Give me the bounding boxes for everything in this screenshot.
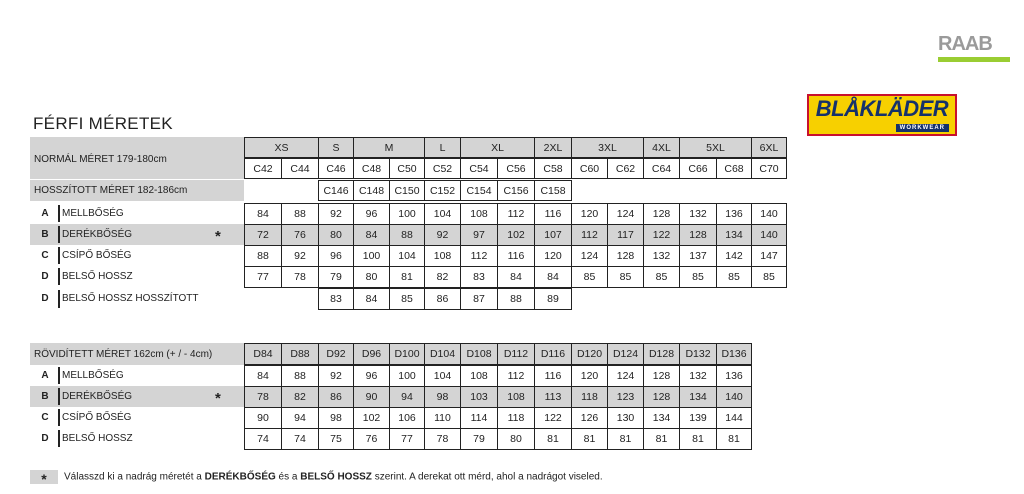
size-value: 85 <box>571 266 608 288</box>
size-value: 117 <box>607 224 644 246</box>
size-code: C46 <box>318 158 354 179</box>
blaklader-logo-text: BLÅKLÄDER <box>815 96 949 121</box>
size-value: 80 <box>318 224 354 246</box>
short-value: 140 <box>716 386 752 408</box>
size-group-header: 3XL <box>571 137 644 158</box>
short-value: 81 <box>534 428 572 450</box>
long-size-value: 86 <box>424 288 461 310</box>
row-divider <box>58 205 60 222</box>
short-size-code: D108 <box>460 343 498 365</box>
row-name: BELSŐ HOSSZ <box>62 433 133 444</box>
size-value: 88 <box>389 224 425 246</box>
row-divider <box>58 430 60 447</box>
size-value: 83 <box>460 266 498 288</box>
row-name: BELSŐ HOSSZ HOSSZÍTOTT <box>62 293 199 304</box>
size-group-header: 5XL <box>679 137 752 158</box>
long-size-value: 87 <box>460 288 498 310</box>
size-group-header: XL <box>460 137 535 158</box>
raab-logo-text: RAAB <box>938 33 992 55</box>
short-value: 96 <box>353 365 390 387</box>
row-star: * <box>215 228 221 245</box>
size-value: 107 <box>534 224 572 246</box>
size-value: 124 <box>607 203 644 225</box>
short-value: 118 <box>571 386 608 408</box>
size-code: C52 <box>424 158 461 179</box>
size-value: 128 <box>607 245 644 267</box>
row-divider <box>58 367 60 384</box>
short-value: 116 <box>534 365 572 387</box>
size-code: C54 <box>460 158 498 179</box>
size-value: 108 <box>460 203 498 225</box>
size-value: 80 <box>353 266 390 288</box>
size-value: 85 <box>607 266 644 288</box>
short-value: 110 <box>424 407 461 429</box>
short-size-code: D84 <box>244 343 282 365</box>
row-divider <box>58 290 60 308</box>
short-size-label: RÖVIDÍTETT MÉRET 162cm (+ / - 4cm) <box>34 348 213 360</box>
size-value: 124 <box>571 245 608 267</box>
row-letter: A <box>41 208 49 219</box>
short-value: 98 <box>318 407 354 429</box>
short-value: 134 <box>679 386 717 408</box>
short-value: 103 <box>460 386 498 408</box>
row-letter: D <box>41 293 49 304</box>
size-value: 92 <box>281 245 319 267</box>
long-size-code: C146 <box>318 180 354 201</box>
row-name: DERÉKBŐSÉG <box>62 391 133 402</box>
blaklader-logo <box>807 94 957 136</box>
blaklader-logo-subtext: WORKWEAR <box>896 124 949 132</box>
size-value: 140 <box>751 203 787 225</box>
size-code: C48 <box>353 158 390 179</box>
short-value: 90 <box>353 386 390 408</box>
normal-size-label: NORMÁL MÉRET 179-180cm <box>34 154 167 165</box>
size-value: 142 <box>716 245 752 267</box>
size-value: 137 <box>679 245 717 267</box>
short-value: 81 <box>643 428 680 450</box>
size-value: 132 <box>679 203 717 225</box>
short-value: 113 <box>534 386 572 408</box>
long-size-code: C158 <box>534 180 572 201</box>
short-size-code: D116 <box>534 343 572 365</box>
size-value: 88 <box>281 203 319 225</box>
short-value: 90 <box>244 407 282 429</box>
size-value: 88 <box>244 245 282 267</box>
row-letter: D <box>41 271 49 282</box>
row-letter: C <box>41 250 49 261</box>
short-value: 75 <box>318 428 354 450</box>
short-value: 108 <box>497 386 535 408</box>
short-value: 106 <box>389 407 425 429</box>
short-size-code: D100 <box>389 343 425 365</box>
row-star: * <box>215 390 221 407</box>
size-value: 116 <box>497 245 535 267</box>
size-value: 96 <box>353 203 390 225</box>
short-value: 114 <box>460 407 498 429</box>
short-value: 102 <box>353 407 390 429</box>
short-value: 84 <box>244 365 282 387</box>
short-value: 118 <box>497 407 535 429</box>
short-value: 74 <box>244 428 282 450</box>
long-size-code: C150 <box>389 180 425 201</box>
row-name: MELLBŐSÉG <box>62 208 124 219</box>
short-value: 120 <box>571 365 608 387</box>
short-value: 78 <box>424 428 461 450</box>
size-value: 116 <box>534 203 572 225</box>
row-letter: A <box>41 370 49 381</box>
size-group-header: M <box>353 137 425 158</box>
short-value: 77 <box>389 428 425 450</box>
long-size-label: HOSSZÍTOTT MÉRET 182-186cm <box>34 185 188 196</box>
footnote-star: * <box>30 470 58 484</box>
size-value: 92 <box>318 203 354 225</box>
short-size-code: D104 <box>424 343 461 365</box>
size-value: 82 <box>424 266 461 288</box>
short-size-code: D88 <box>281 343 319 365</box>
size-value: 108 <box>424 245 461 267</box>
size-code: C56 <box>497 158 535 179</box>
size-value: 84 <box>534 266 572 288</box>
size-value: 100 <box>353 245 390 267</box>
size-value: 112 <box>571 224 608 246</box>
footnote-bold-waist: DERÉKBŐSÉG <box>204 471 276 483</box>
size-code: C42 <box>244 158 282 179</box>
size-group-header: XS <box>244 137 319 158</box>
size-value: 96 <box>318 245 354 267</box>
row-letter: B <box>41 229 49 240</box>
short-value: 136 <box>716 365 752 387</box>
short-value: 94 <box>389 386 425 408</box>
raab-logo <box>938 34 1012 64</box>
size-value: 102 <box>497 224 535 246</box>
long-size-code: C152 <box>424 180 461 201</box>
size-code: C44 <box>281 158 319 179</box>
short-value: 100 <box>389 365 425 387</box>
short-value: 98 <box>424 386 461 408</box>
size-value: 147 <box>751 245 787 267</box>
size-value: 78 <box>281 266 319 288</box>
short-value: 74 <box>281 428 319 450</box>
size-value: 79 <box>318 266 354 288</box>
size-value: 122 <box>643 224 680 246</box>
short-size-code: D124 <box>607 343 644 365</box>
short-value: 132 <box>679 365 717 387</box>
size-code: C70 <box>751 158 787 179</box>
size-group-header: 4XL <box>643 137 680 158</box>
size-value: 112 <box>460 245 498 267</box>
size-value: 72 <box>244 224 282 246</box>
row-name: BELSŐ HOSSZ <box>62 271 133 282</box>
size-value: 128 <box>679 224 717 246</box>
short-size-code: D112 <box>497 343 535 365</box>
size-code: C64 <box>643 158 680 179</box>
size-value: 84 <box>353 224 390 246</box>
size-group-header: 6XL <box>751 137 787 158</box>
size-value: 85 <box>751 266 787 288</box>
short-size-code: D96 <box>353 343 390 365</box>
size-value: 97 <box>460 224 498 246</box>
short-value: 92 <box>318 365 354 387</box>
short-value: 124 <box>607 365 644 387</box>
long-size-code: C156 <box>497 180 535 201</box>
short-size-code: D128 <box>643 343 680 365</box>
size-code: C68 <box>716 158 752 179</box>
footnote-bold-inseam: BELSŐ HOSSZ <box>300 471 372 483</box>
raab-logo-bar <box>938 57 1010 62</box>
row-divider <box>58 409 60 426</box>
short-value: 128 <box>643 386 680 408</box>
long-size-value: 88 <box>497 288 535 310</box>
row-letter: B <box>41 391 49 402</box>
footnote-pre: Válasszd ki a nadrág méretét a <box>64 471 205 483</box>
short-value: 80 <box>497 428 535 450</box>
short-value: 78 <box>244 386 282 408</box>
short-value: 144 <box>716 407 752 429</box>
short-size-code: D132 <box>679 343 717 365</box>
short-value: 122 <box>534 407 572 429</box>
short-value: 104 <box>424 365 461 387</box>
row-name: CSÍPŐ BŐSÉG <box>62 250 132 261</box>
short-value: 76 <box>353 428 390 450</box>
size-code: C66 <box>679 158 717 179</box>
long-size-code: C154 <box>460 180 498 201</box>
row-divider <box>58 247 60 264</box>
size-value: 85 <box>716 266 752 288</box>
size-value: 120 <box>571 203 608 225</box>
footnote-mid: és a <box>275 471 301 483</box>
size-value: 140 <box>751 224 787 246</box>
size-value: 104 <box>389 245 425 267</box>
size-value: 81 <box>389 266 425 288</box>
size-value: 84 <box>497 266 535 288</box>
short-value: 88 <box>281 365 319 387</box>
size-value: 104 <box>424 203 461 225</box>
size-value: 92 <box>424 224 461 246</box>
size-code: C50 <box>389 158 425 179</box>
row-name: CSÍPŐ BŐSÉG <box>62 412 132 423</box>
size-value: 112 <box>497 203 535 225</box>
short-size-code: D136 <box>716 343 752 365</box>
row-letter: D <box>41 433 49 444</box>
short-value: 81 <box>571 428 608 450</box>
size-value: 136 <box>716 203 752 225</box>
short-value: 81 <box>679 428 717 450</box>
size-code: C62 <box>607 158 644 179</box>
row-divider <box>58 268 60 285</box>
row-letter: C <box>41 412 49 423</box>
short-value: 126 <box>571 407 608 429</box>
row-name: MELLBŐSÉG <box>62 370 124 381</box>
size-value: 77 <box>244 266 282 288</box>
short-size-code: D92 <box>318 343 354 365</box>
size-value: 85 <box>679 266 717 288</box>
short-value: 130 <box>607 407 644 429</box>
long-size-value: 89 <box>534 288 572 310</box>
long-size-value: 84 <box>353 288 390 310</box>
short-value: 112 <box>497 365 535 387</box>
size-code: C58 <box>534 158 572 179</box>
size-value: 132 <box>643 245 680 267</box>
row-divider <box>58 226 60 243</box>
size-value: 84 <box>244 203 282 225</box>
short-value: 82 <box>281 386 319 408</box>
long-size-value: 85 <box>389 288 425 310</box>
short-value: 94 <box>281 407 319 429</box>
short-value: 81 <box>607 428 644 450</box>
short-value: 128 <box>643 365 680 387</box>
page-title: FÉRFI MÉRETEK <box>33 114 173 133</box>
row-divider <box>58 388 60 405</box>
short-value: 139 <box>679 407 717 429</box>
short-value: 108 <box>460 365 498 387</box>
size-value: 100 <box>389 203 425 225</box>
size-value: 85 <box>643 266 680 288</box>
size-value: 120 <box>534 245 572 267</box>
size-group-header: S <box>318 137 354 158</box>
footnote-post: szerint. A derekat ott mérd, ahol a nadrágot viseled. <box>371 471 603 483</box>
size-code: C60 <box>571 158 608 179</box>
size-value: 76 <box>281 224 319 246</box>
row-name: DERÉKBŐSÉG <box>62 229 133 240</box>
short-value: 81 <box>716 428 752 450</box>
footnote <box>30 470 603 487</box>
short-value: 134 <box>643 407 680 429</box>
size-group-header: L <box>424 137 461 158</box>
size-group-header: 2XL <box>534 137 572 158</box>
long-size-code: C148 <box>353 180 390 201</box>
short-size-code: D120 <box>571 343 608 365</box>
short-value: 79 <box>460 428 498 450</box>
short-value: 123 <box>607 386 644 408</box>
long-size-value: 83 <box>318 288 354 310</box>
size-value: 134 <box>716 224 752 246</box>
short-value: 86 <box>318 386 354 408</box>
size-value: 128 <box>643 203 680 225</box>
